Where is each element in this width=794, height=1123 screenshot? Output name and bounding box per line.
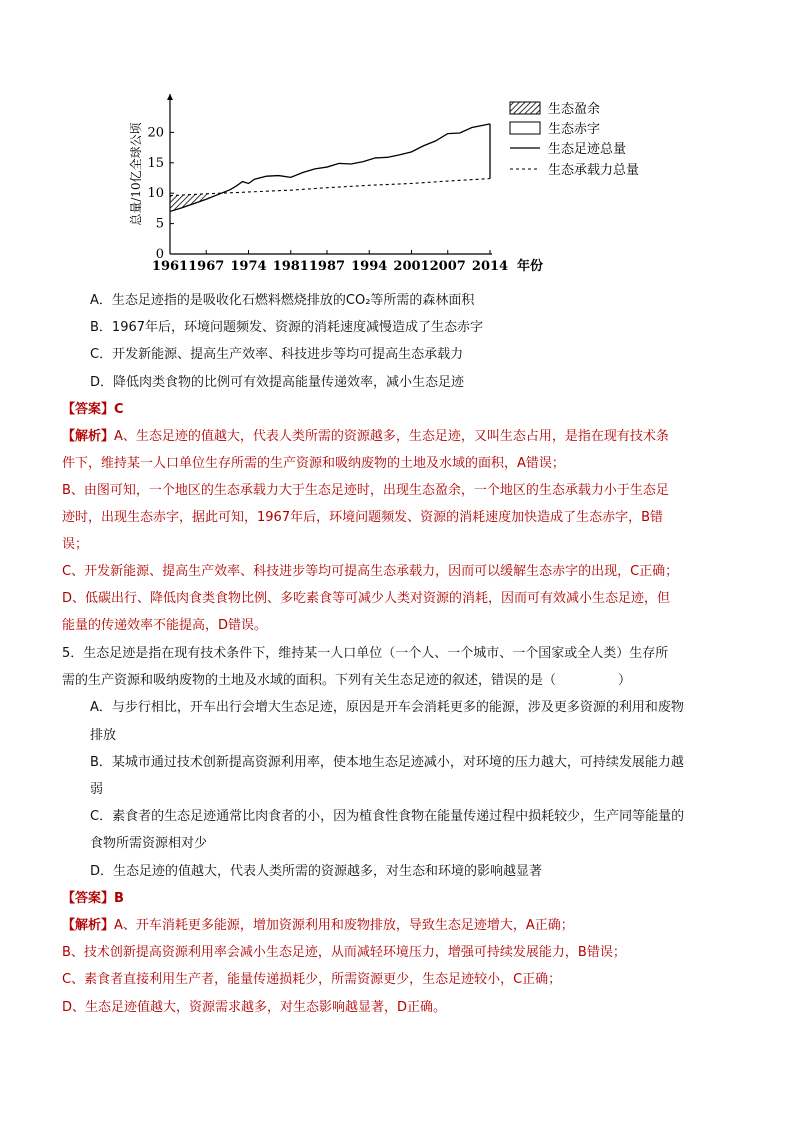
y-axis-arrow [167,94,173,100]
y-tick-label: 10 [147,186,164,202]
q4-analysis-b1: B、由图可知，一个地区的生态承载力大于生态足迹时，出现生态盈余，一个地区的生态承载力小于生态足 [62,483,669,498]
q4-analysis-line-1 [62,428,669,446]
q4-analysis-d1: D、低碳出行、降低肉食类食物比例、多吃素食等可减少人类对资源的消耗，因而可有效减小生态足迹，但 [62,591,671,606]
legend-footprint-label: 生态足迹总量 [548,142,627,157]
x-axis-label: 年份 [516,259,544,274]
x-tick-label: 2007 [429,259,466,274]
y-tick-label: 20 [147,125,164,141]
q5-analysis-a1: A、开车消耗更多能源，增加资源利用和废物排放，导致生态足迹增大，A正确； [114,918,574,933]
q5-option-a-line-2: 排放 [90,728,117,743]
q4-analysis-d2: 能量的传递效率不能提高，D错误。 [62,618,268,633]
biocapacity-line [170,179,490,196]
x-tick-label: 2014 [471,259,509,274]
x-tick-label: 1974 [230,259,267,274]
q5-analysis-tag: 【解析】 [62,918,115,933]
x-tick-label: 1967 [188,259,225,274]
q5-stem-line-2 [62,672,631,690]
legend-deficit-label: 生态赤字 [548,122,601,137]
q5-option-b-line-1: B．某城市通过技术创新提高资源利用率，使本地生态足迹减小，对环境的压力越大，可持续发展能力越 [90,755,684,770]
ecological-footprint-chart [120,88,680,288]
q4-option-b: B．1967年后，环境问题频发、资源的消耗速度减慢造成了生态赤字 [90,320,484,335]
q4-option-c: C．开发新能源、提高生产效率、科技进步等均可提高生态承载力 [90,347,464,362]
legend-surplus-label: 生态盈余 [548,102,601,117]
q5-answer-value: B [114,891,124,906]
q5-answer [62,890,124,908]
y-axis-label: 总量/10亿全球公顷 [129,122,143,226]
q5-analysis-c1: C、素食者直接利用生产者，能量传递损耗少，所需资源更少，生态足迹较小，C正确； [62,972,562,987]
x-tick-label: 1994 [351,259,388,274]
q4-answer [62,401,124,419]
legend-surplus-swatch [510,102,540,114]
q5-option-d: D．生态足迹的值越大，代表人类所需的资源越多，对生态和环境的影响越显著 [90,864,543,879]
footprint-line [170,124,490,212]
q4-analysis-c1: C、开发新能源、提高生产效率、科技进步等均可提高生态承载力，因而可以缓解生态赤字的出现，C正确； [62,564,679,579]
q4-option-a: A．生态足迹指的是吸收化石燃料燃烧排放的CO₂等所需的森林面积 [90,293,475,308]
q4-answer-tag: 【答案】 [62,402,115,417]
legend-biocapacity-label: 生态承载力总量 [548,163,640,178]
y-tick-label: 5 [155,216,164,232]
q4-analysis-tag: 【解析】 [62,429,115,444]
q5-stem-close: ） [618,673,632,688]
q4-answer-value: C [114,402,124,417]
x-tick-label: 1987 [308,259,346,274]
q5-option-b-line-2: 弱 [90,782,104,797]
q5-option-c-line-1: C．素食者的生态足迹通常比肉食者的小，因为植食性食物在能量传递过程中损耗较少，生产同等能量的 [90,809,685,824]
q4-analysis-a1: A、生态足迹的值越大，代表人类所需的资源越多，生态足迹，又叫生态占用，是指在现有技术条 [114,429,669,444]
q4-analysis-b3: 误； [62,537,89,552]
y-tick-label: 0 [155,247,164,262]
q5-analysis-d1: D、生态足迹值越大，资源需求越多，对生态影响越显著，D正确。 [62,1000,447,1015]
q4-analysis-a2: 件下，维持某一人口单位生存所需的生产资源和吸纳废物的土地及水域的面积，A错误； [62,456,565,471]
legend-deficit-swatch [510,122,540,134]
q5-option-a-line-1: A．与步行相比，开车出行会增大生态足迹，原因是开车会消耗更多的能源，涉及更多资源的利用和废物 [90,700,684,715]
y-tick-label: 15 [147,155,164,171]
x-tick-label: 1981 [272,259,309,274]
q4-analysis-b2: 迹时，出现生态赤字，据此可知，1967年后，环境问题频发、资源的消耗速度加快造成了生态赤字，B错 [62,510,664,525]
q4-option-d: D．降低肉类食物的比例可有效提高能量传递效率，减小生态足迹 [90,375,465,390]
q5-option-c-line-2: 食物所需资源相对少 [90,836,208,851]
q5-stem-line-1: 5．生态足迹是指在现有技术条件下，维持某一人口单位（一个人、一个城市、一个国家或全人类）生存所 [62,646,669,661]
chart-svg [120,88,680,288]
q5-analysis-line-1 [62,917,574,935]
ecological-surplus-area [170,194,209,212]
q5-stem-text: 需的生产资源和吸纳废物的土地及水域的面积。下列有关生态足迹的叙述，错误的是（ [62,673,557,688]
x-tick-label: 2001 [393,259,430,274]
q5-answer-tag: 【答案】 [62,891,115,906]
x-tick-label: 1961 [151,259,189,274]
q5-analysis-b1: B、技术创新提高资源利用率会减小生态足迹，从而减轻环境压力，增强可持续发展能力，B错误； [62,945,626,960]
